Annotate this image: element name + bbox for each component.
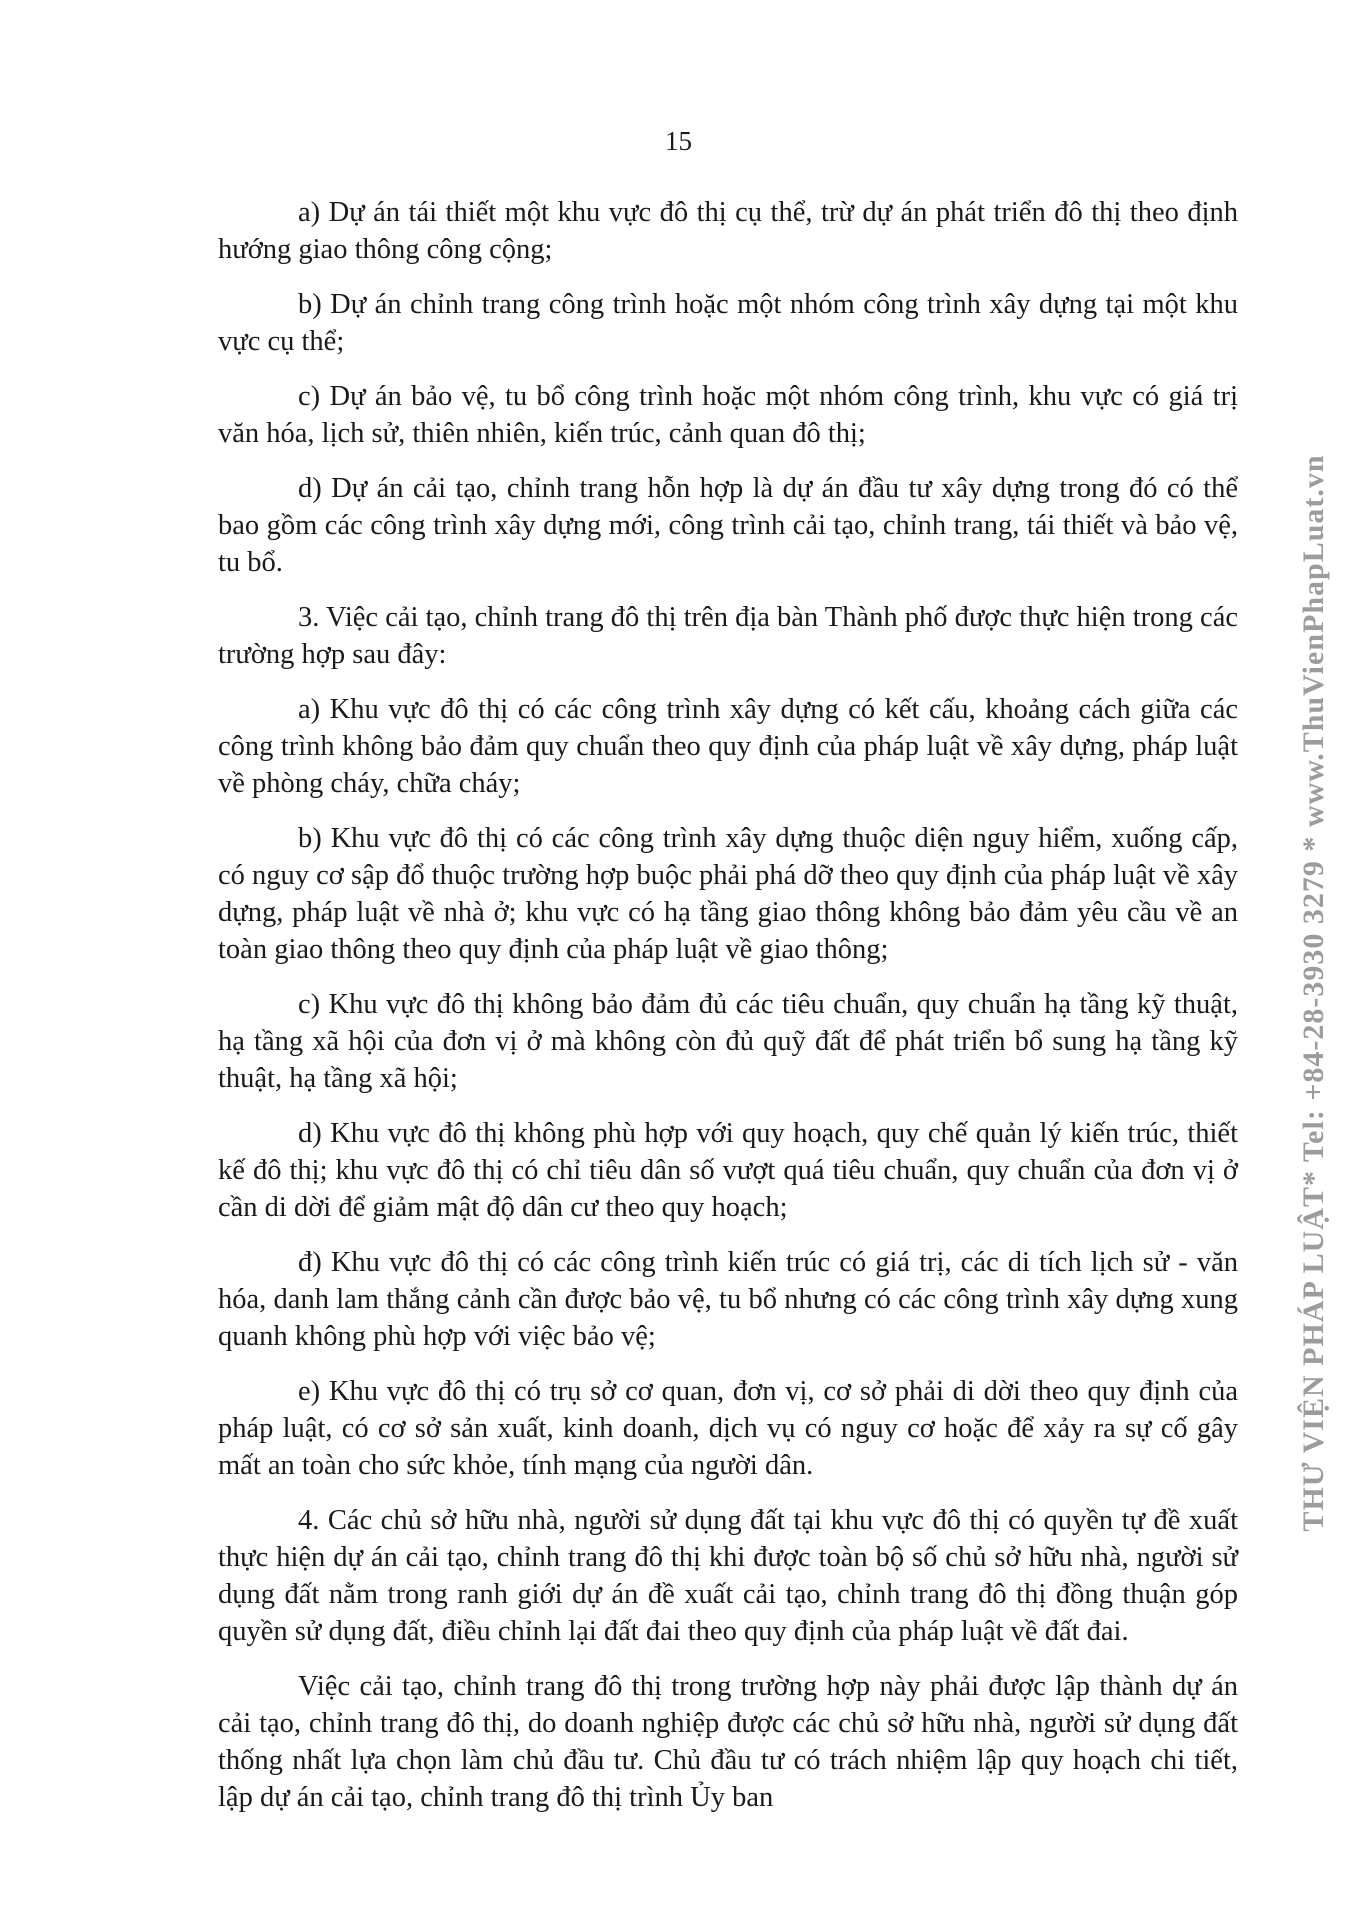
paragraph-4-continued: Việc cải tạo, chỉnh trang đô thị trong trường hợp này phải được lập thành dự án cải tạo, chỉnh trang đô thị, do doanh nghiệp được các chủ sở hữu nhà, người sử dụng đất thống nhất lựa chọn làm chủ đầu tư. Chủ đầu tư có trách nhiệm lập quy hoạch chi tiết, lập dự án cải tạo, chỉnh trang đô thị trình Ủy ban (218, 1671, 1238, 1813)
watermark (1284, 398, 1344, 1588)
page-number: 15 (665, 126, 692, 156)
paragraph-3e: e) Khu vực đô thị có trụ sở cơ quan, đơn vị, cơ sở phải di dời theo quy định của pháp luật, có cơ sở sản xuất, kinh doanh, dịch vụ có nguy cơ hoặc để xảy ra sự cố gây mất an toàn cho sức khỏe, tính mạng của người dân. (218, 1376, 1238, 1481)
paragraph-3c: c) Khu vực đô thị không bảo đảm đủ các tiêu chuẩn, quy chuẩn hạ tầng kỹ thuật, hạ tầng xã hội của đơn vị ở mà không còn đủ quỹ đất để phát triển bổ sung hạ tầng kỹ thuật, hạ tầng xã hội; (218, 989, 1238, 1094)
paragraph-3: 3. Việc cải tạo, chỉnh trang đô thị trên địa bàn Thành phố được thực hiện trong các trường hợp sau đây: (218, 602, 1238, 670)
paragraph-3a: a) Khu vực đô thị có các công trình xây dựng có kết cấu, khoảng cách giữa các công trình không bảo đảm quy chuẩn theo quy định của pháp luật về xây dựng, pháp luật về phòng cháy, chữa cháy; (218, 694, 1238, 799)
paragraph-2d: d) Dự án cải tạo, chỉnh trang hỗn hợp là dự án đầu tư xây dựng trong đó có thể bao gồm các công trình xây dựng mới, công trình cải tạo, chỉnh trang, tái thiết và bảo vệ, tu bổ. (218, 473, 1238, 578)
paragraph-2a: a) Dự án tái thiết một khu vực đô thị cụ thể, trừ dự án phát triển đô thị theo định hướng giao thông công cộng; (218, 197, 1238, 265)
paragraph-3d: d) Khu vực đô thị không phù hợp với quy hoạch, quy chế quản lý kiến trúc, thiết kế đô thị; khu vực đô thị có chỉ tiêu dân số vượt quá tiêu chuẩn, quy chuẩn của đơn vị ở cần di dời để giảm mật độ dân cư theo quy hoạch; (218, 1118, 1238, 1223)
paragraph-2c: c) Dự án bảo vệ, tu bổ công trình hoặc một nhóm công trình, khu vực có giá trị văn hóa, lịch sử, thiên nhiên, kiến trúc, cảnh quan đô thị; (218, 381, 1238, 449)
paragraph-4: 4. Các chủ sở hữu nhà, người sử dụng đất tại khu vực đô thị có quyền tự đề xuất thực hiện dự án cải tạo, chỉnh trang đô thị khi được toàn bộ số chủ sở hữu nhà, người sử dụng đất nằm trong ranh giới dự án đề xuất cải tạo, chỉnh trang đô thị đồng thuận góp quyền sử dụng đất, điều chỉnh lại đất đai theo quy định của pháp luật về đất đai. (218, 1505, 1238, 1647)
paragraph-3b: b) Khu vực đô thị có các công trình xây dựng thuộc diện nguy hiểm, xuống cấp, có nguy cơ sập đổ thuộc trường hợp buộc phải phá dỡ theo quy định của pháp luật về xây dựng, pháp luật về nhà ở; khu vực có hạ tầng giao thông không bảo đảm yêu cầu về an toàn giao thông theo quy định của pháp luật về giao thông; (218, 823, 1238, 965)
paragraph-2b: b) Dự án chỉnh trang công trình hoặc một nhóm công trình xây dựng tại một khu vực cụ thể; (218, 289, 1238, 357)
watermark-text: THƯ VIỆN PHÁP LUẬT* Tel: +84-28-3930 3279 * www.ThuVienPhapLuat.vn (1297, 454, 1330, 1532)
paragraph-3dd: đ) Khu vực đô thị có các công trình kiến trúc có giá trị, các di tích lịch sử - văn hóa, danh lam thắng cảnh cần được bảo vệ, tu bổ nhưng có các công trình xây dựng xung quanh không phù hợp với việc bảo vệ; (218, 1247, 1238, 1352)
document-body (218, 194, 1238, 1816)
